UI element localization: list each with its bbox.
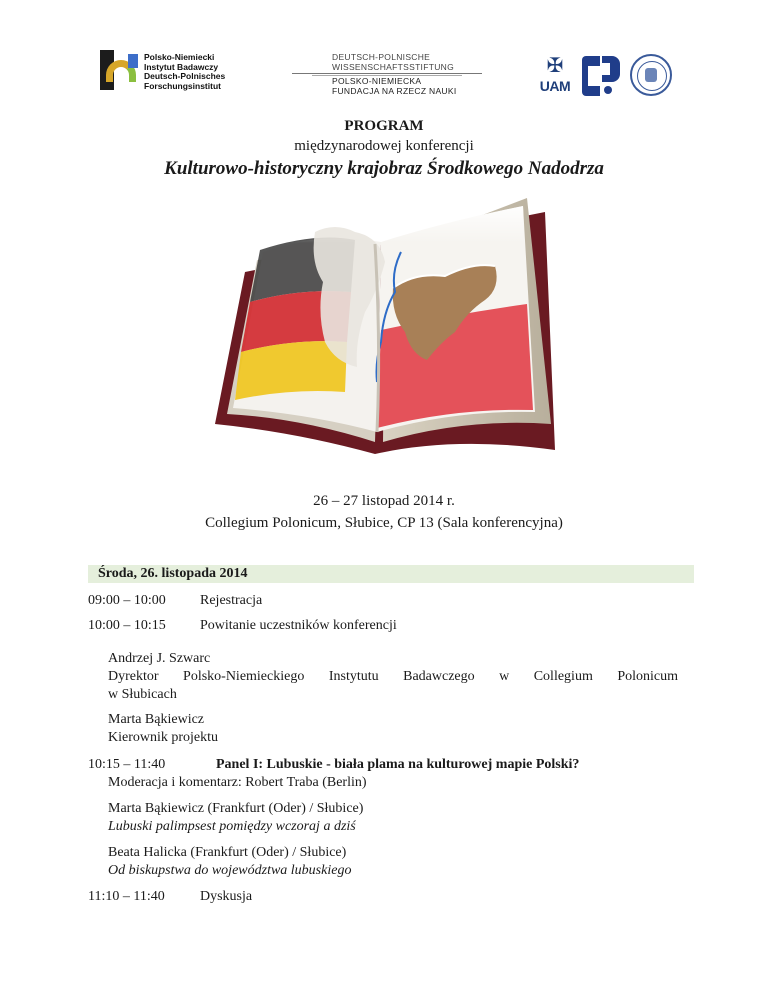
session-description: Powitanie uczestników konferencji bbox=[200, 618, 397, 633]
day-heading: Środa, 26. listopada 2014 bbox=[88, 565, 694, 583]
pnib-logo-icon bbox=[100, 50, 140, 94]
dpws-logo-text-de bbox=[332, 52, 454, 72]
session-time: 10:00 – 10:15 bbox=[88, 618, 166, 633]
speaker-name: Marta Bąkiewicz bbox=[108, 712, 205, 727]
dpws-line3: POLSKO-NIEMIECKA bbox=[332, 76, 422, 86]
program-header bbox=[0, 116, 768, 182]
eagle-icon: ✠ bbox=[546, 55, 564, 77]
event-dates: 26 – 27 listopad 2014 r. bbox=[313, 493, 455, 509]
speaker-role: Kierownik projektu bbox=[108, 730, 219, 745]
pnib-logo bbox=[100, 50, 225, 94]
collegium-polonicum-logo bbox=[582, 56, 622, 96]
panel-title: Panel I: Lubuskie - biała plama na kulturowej mapie Polski? bbox=[216, 757, 580, 772]
speaker-role: Dyrektor Polsko-Niemieckiego Instytutu Badawczego w Collegium Polonicum bbox=[108, 669, 678, 684]
talk-1 bbox=[108, 800, 698, 836]
session-time: 10:15 – 11:40 bbox=[88, 757, 166, 772]
session-time: 11:10 – 11:40 bbox=[88, 889, 165, 904]
dpws-divider-top bbox=[292, 73, 482, 74]
session-time: 09:00 – 10:00 bbox=[88, 593, 166, 608]
open-book-illustration bbox=[205, 192, 560, 454]
talk-speaker: Marta Bąkiewicz (Frankfurt (Oder) / Słubice) bbox=[108, 801, 364, 816]
conference-title: Kulturowo-historyczny krajobraz Środkowego Nadodrza bbox=[164, 158, 604, 179]
event-venue: Collegium Polonicum, Słubice, CP 13 (Sala konferencyjna) bbox=[205, 515, 563, 531]
session-description: Dyskusja bbox=[200, 889, 253, 904]
conference-subtitle: międzynarodowej konferencji bbox=[294, 138, 474, 154]
dpws-line4: FUNDACJA NA RZECZ NAUKI bbox=[332, 86, 457, 96]
pnib-line2: Instytut Badawczy bbox=[144, 61, 219, 72]
speaker-role-continued: w Słubicach bbox=[108, 687, 177, 702]
talk-2 bbox=[108, 844, 698, 880]
program-heading: PROGRAM bbox=[344, 118, 424, 134]
panel-moderation: Moderacja i komentarz: Robert Traba (Berlin) bbox=[108, 775, 367, 790]
speaker-szwarc bbox=[108, 650, 678, 704]
pnib-line4: Forschungsinstitut bbox=[144, 80, 221, 91]
talk-title: Lubuski palimpsest pomiędzy wczoraj a dziś bbox=[108, 819, 356, 834]
dpws-logo bbox=[292, 52, 482, 102]
pnib-line3: Deutsch-Polnisches bbox=[144, 71, 226, 81]
talk-title: Od biskupstwa do województwa lubuskiego bbox=[108, 863, 352, 878]
speaker-name: Andrzej J. Szwarc bbox=[108, 651, 211, 666]
speaker-bakiewicz bbox=[108, 711, 698, 747]
dpws-logo-text-pl bbox=[332, 76, 457, 96]
dpws-line1: DEUTSCH-POLNISCHE bbox=[332, 52, 431, 62]
dpws-line2: WISSENSCHAFTSSTIFTUNG bbox=[332, 62, 454, 72]
uam-logo-text: UAM bbox=[539, 78, 571, 94]
pnib-line1: Polsko-Niemiecki bbox=[144, 52, 215, 62]
university-seal-icon bbox=[630, 54, 672, 96]
pnib-logo-text bbox=[144, 53, 225, 91]
talk-speaker: Beata Halicka (Frankfurt (Oder) / Słubice) bbox=[108, 845, 347, 860]
uam-logo bbox=[535, 54, 575, 100]
event-info bbox=[0, 490, 768, 534]
session-description: Rejestracja bbox=[200, 593, 263, 608]
